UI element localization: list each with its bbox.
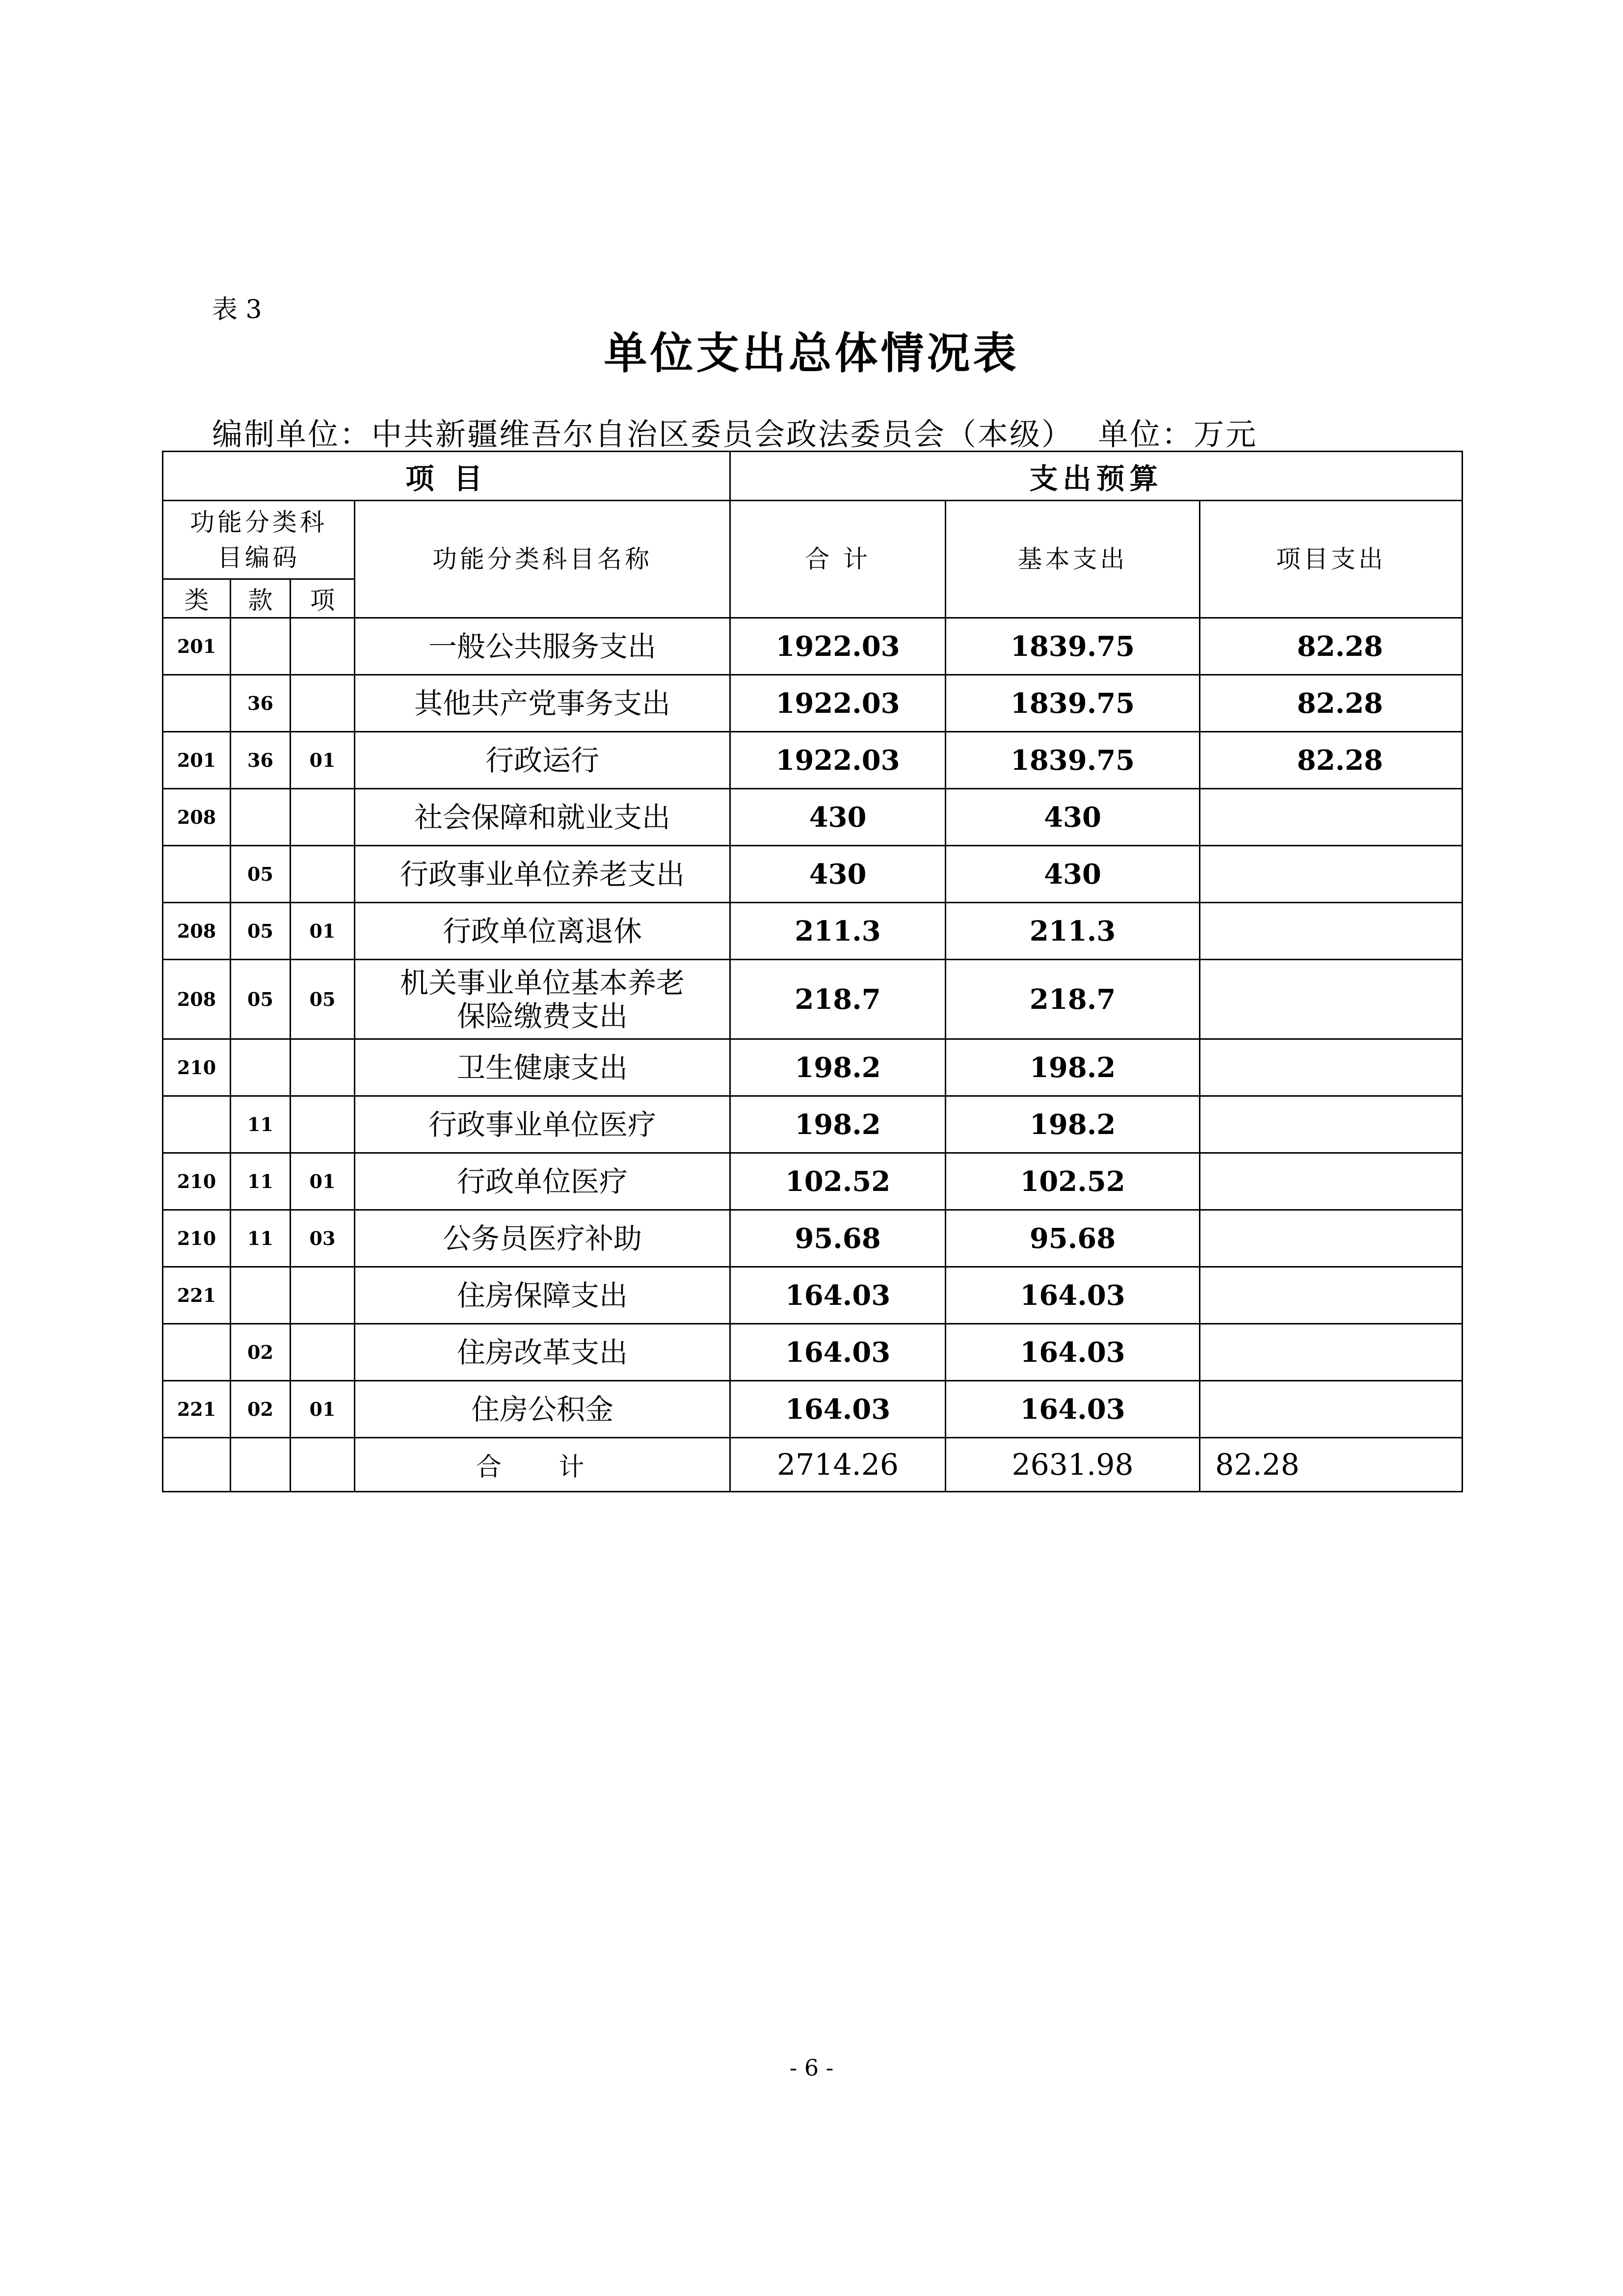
cell-lei: 201	[163, 732, 231, 789]
cell-xiang	[291, 618, 355, 675]
cell-total: 102.52	[730, 1153, 946, 1210]
totals-row	[163, 1438, 1463, 1492]
cell-name: 其他共产党事务支出	[355, 675, 730, 732]
table-row	[163, 846, 1463, 903]
cell-kuan: 05	[231, 960, 291, 1039]
header-kuan: 款	[231, 579, 291, 618]
cell-name: 一般公共服务支出	[355, 618, 730, 675]
cell-lei: 208	[163, 903, 231, 960]
cell-project	[1200, 1096, 1463, 1153]
cell-basic: 1839.75	[946, 732, 1200, 789]
cell-project	[1200, 1324, 1463, 1381]
cell-name: 行政事业单位养老支出	[355, 846, 730, 903]
table-row	[163, 1096, 1463, 1153]
cell-lei: 201	[163, 618, 231, 675]
table-row	[163, 618, 1463, 675]
cell-project	[1200, 1039, 1463, 1096]
header-basic: 基本支出	[946, 501, 1200, 618]
cell-total: 164.03	[730, 1267, 946, 1324]
cell-lei: 210	[163, 1153, 231, 1210]
cell-xiang	[291, 1324, 355, 1381]
cell-lei	[163, 1096, 231, 1153]
header-budget: 支出预算	[730, 452, 1463, 501]
cell-name: 住房公积金	[355, 1381, 730, 1438]
cell-total: 218.7	[730, 960, 946, 1039]
cell-basic: 164.03	[946, 1381, 1200, 1438]
table-row	[163, 1324, 1463, 1381]
cell-xiang	[291, 1267, 355, 1324]
cell-xiang: 01	[291, 1381, 355, 1438]
cell-xiang: 01	[291, 732, 355, 789]
header-code-group: 功能分类科目编码	[163, 501, 355, 579]
cell-lei: 210	[163, 1039, 231, 1096]
cell-project	[1200, 960, 1463, 1039]
cell-project	[1200, 846, 1463, 903]
cell-project	[1200, 1267, 1463, 1324]
cell-xiang	[291, 846, 355, 903]
cell-lei	[163, 1324, 231, 1381]
header-lei: 类	[163, 579, 231, 618]
cell-lei: 221	[163, 1381, 231, 1438]
table-number-label: 表 3	[212, 295, 262, 324]
header-name: 功能分类科目名称	[355, 501, 730, 618]
cell-basic: 430	[946, 846, 1200, 903]
cell-total: 198.2	[730, 1039, 946, 1096]
cell-total: 211.3	[730, 903, 946, 960]
cell-total: 1922.03	[730, 732, 946, 789]
table-row	[163, 789, 1463, 846]
header-project: 项目支出	[1200, 501, 1463, 618]
page-number: - 6 -	[789, 2054, 834, 2081]
cell-total: 164.03	[730, 1324, 946, 1381]
table-row	[163, 903, 1463, 960]
cell-kuan: 11	[231, 1153, 291, 1210]
totals-basic: 2631.98	[946, 1438, 1200, 1492]
cell-xiang	[291, 1039, 355, 1096]
totals-empty-cell	[231, 1438, 291, 1492]
cell-name: 卫生健康支出	[355, 1039, 730, 1096]
cell-kuan: 36	[231, 675, 291, 732]
cell-kuan: 36	[231, 732, 291, 789]
cell-name: 行政事业单位医疗	[355, 1096, 730, 1153]
cell-basic: 211.3	[946, 903, 1200, 960]
cell-name: 住房保障支出	[355, 1267, 730, 1324]
cell-basic: 218.7	[946, 960, 1200, 1039]
cell-lei: 210	[163, 1210, 231, 1267]
header-total: 合 计	[730, 501, 946, 618]
cell-total: 95.68	[730, 1210, 946, 1267]
org-line	[212, 410, 1257, 454]
totals-empty-cell	[163, 1438, 231, 1492]
cell-total: 164.03	[730, 1381, 946, 1438]
table-row	[163, 1210, 1463, 1267]
page-title: 单位支出总体情况表	[604, 328, 1019, 378]
table-row	[163, 732, 1463, 789]
header-xiang: 项	[291, 579, 355, 618]
cell-kuan	[231, 789, 291, 846]
totals-label: 合 计	[355, 1438, 730, 1492]
cell-xiang: 03	[291, 1210, 355, 1267]
cell-total: 430	[730, 789, 946, 846]
cell-xiang	[291, 1096, 355, 1153]
cell-project	[1200, 1153, 1463, 1210]
cell-total: 1922.03	[730, 675, 946, 732]
cell-project	[1200, 1381, 1463, 1438]
cell-kuan	[231, 1267, 291, 1324]
header-row-top	[163, 452, 1463, 501]
cell-total: 1922.03	[730, 618, 946, 675]
cell-project: 82.28	[1200, 675, 1463, 732]
cell-basic: 95.68	[946, 1210, 1200, 1267]
table-row	[163, 675, 1463, 732]
table-row	[163, 1039, 1463, 1096]
cell-name: 公务员医疗补助	[355, 1210, 730, 1267]
table-row	[163, 960, 1463, 1039]
cell-project	[1200, 903, 1463, 960]
cell-project	[1200, 1210, 1463, 1267]
cell-basic: 1839.75	[946, 618, 1200, 675]
cell-xiang: 01	[291, 1153, 355, 1210]
cell-lei	[163, 846, 231, 903]
cell-name: 行政单位医疗	[355, 1153, 730, 1210]
cell-basic: 430	[946, 789, 1200, 846]
cell-lei	[163, 675, 231, 732]
cell-xiang: 01	[291, 903, 355, 960]
cell-name: 行政运行	[355, 732, 730, 789]
cell-name: 社会保障和就业支出	[355, 789, 730, 846]
cell-total: 198.2	[730, 1096, 946, 1153]
cell-basic: 1839.75	[946, 675, 1200, 732]
cell-xiang	[291, 789, 355, 846]
cell-kuan: 02	[231, 1324, 291, 1381]
cell-lei: 208	[163, 789, 231, 846]
cell-kuan: 11	[231, 1096, 291, 1153]
cell-basic: 198.2	[946, 1096, 1200, 1153]
cell-name: 行政单位离退休	[355, 903, 730, 960]
cell-kuan	[231, 1039, 291, 1096]
cell-basic: 164.03	[946, 1324, 1200, 1381]
table-row	[163, 1267, 1463, 1324]
cell-kuan: 11	[231, 1210, 291, 1267]
cell-project: 82.28	[1200, 618, 1463, 675]
cell-lei: 221	[163, 1267, 231, 1324]
cell-kuan: 05	[231, 846, 291, 903]
cell-lei: 208	[163, 960, 231, 1039]
totals-empty-cell	[291, 1438, 355, 1492]
table-row	[163, 1381, 1463, 1438]
cell-xiang	[291, 675, 355, 732]
totals-project: 82.28	[1200, 1438, 1463, 1492]
cell-project: 82.28	[1200, 732, 1463, 789]
currency-unit: 单位：万元	[1098, 416, 1258, 452]
table-row	[163, 1153, 1463, 1210]
cell-name: 住房改革支出	[355, 1324, 730, 1381]
header-item: 项 目	[163, 452, 730, 501]
cell-total: 430	[730, 846, 946, 903]
cell-name: 机关事业单位基本养老保险缴费支出	[355, 960, 730, 1039]
cell-kuan	[231, 618, 291, 675]
totals-total: 2714.26	[730, 1438, 946, 1492]
header-row-mid	[163, 501, 1463, 579]
cell-kuan: 05	[231, 903, 291, 960]
cell-xiang: 05	[291, 960, 355, 1039]
cell-project	[1200, 789, 1463, 846]
cell-basic: 164.03	[946, 1267, 1200, 1324]
compiling-unit: 编制单位：中共新疆维吾尔自治区委员会政法委员会（本级）	[212, 416, 1074, 452]
cell-basic: 102.52	[946, 1153, 1200, 1210]
cell-kuan: 02	[231, 1381, 291, 1438]
expenditure-table	[162, 451, 1463, 1492]
cell-basic: 198.2	[946, 1039, 1200, 1096]
